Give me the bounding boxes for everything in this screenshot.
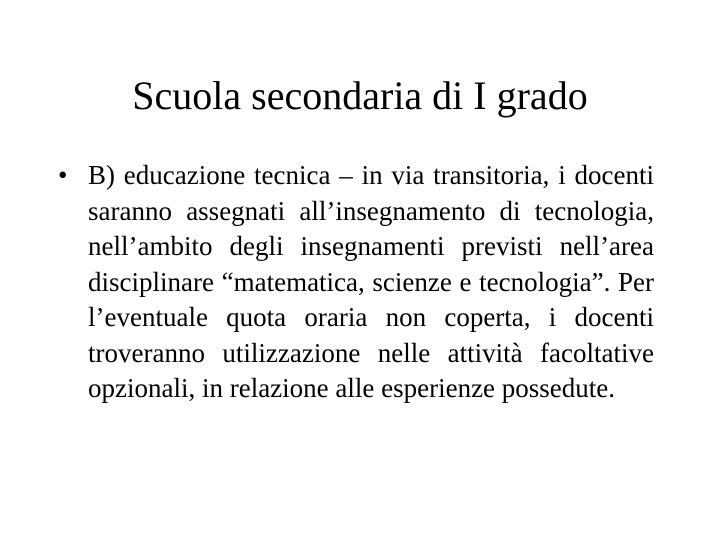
bullet-marker: • [58, 160, 68, 190]
bullet-text: B) educazione tecnica – in via transitoria, i docenti saranno assegnati all’insegnamento di tecnologia, nell’ambito degli insegnamenti previsti nell’area disciplinare “matematica, scienze e tecnologia”. Per l’eventuale quota oraria non coperta, i docenti troveranno utilizzazione nelle attività facoltative opzionali, in relazione alle esperienze possedute. [88, 160, 654, 403]
slide-title: Scuola secondaria di I grado [132, 73, 588, 118]
bullet-list [58, 158, 654, 407]
bullet-item [58, 158, 654, 407]
